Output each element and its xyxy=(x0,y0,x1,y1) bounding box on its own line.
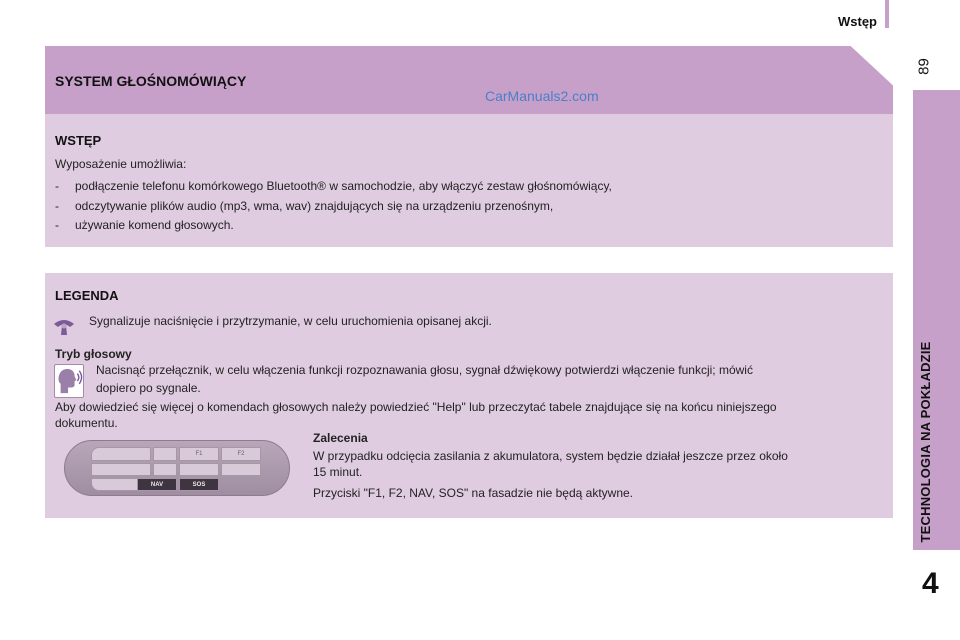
intro-heading: WSTĘP xyxy=(55,133,102,148)
press-hold-text: Sygnalizuje naciśnięcie i przytrzymanie, w celu uruchomienia opisanej akcji. xyxy=(89,314,492,328)
device-button xyxy=(153,463,177,476)
bullet-text: używanie komend głosowych. xyxy=(75,218,234,232)
bullet-dash: - xyxy=(55,218,59,232)
voice-mode-text: Nacisnąć przełącznik, w celu włączenia funkcji rozpoznawania głosu, sygnał dźwiękowy potwierdzi włączenie funkcji; mówić xyxy=(96,363,753,377)
header-rule xyxy=(885,0,889,28)
help-text: Aby dowiedzieć się więcej o komendach głosowych należy powiedzieć "Help" lub przeczytać tabele znajdujące się na końcu niniejszego xyxy=(55,400,777,414)
speaking-head-icon xyxy=(55,365,83,397)
bullet-dash: - xyxy=(55,179,59,193)
nav-button: NAV xyxy=(137,478,177,491)
recommendation-text: 15 minut. xyxy=(313,465,363,479)
chapter-number: 4 xyxy=(922,567,939,600)
chapter-title: TECHNOLOGIA NA POKŁADZIE xyxy=(918,341,933,543)
recommendation-text: W przypadku odcięcia zasilania z akumulatora, system będzie działał jeszcze przez około xyxy=(313,449,788,463)
voice-command-icon xyxy=(54,364,84,398)
bullet-dash: - xyxy=(55,199,59,213)
steering-control-panel xyxy=(64,440,290,496)
recommendation-text: Przyciski "F1, F2, NAV, SOS" na fasadzie nie będą aktywne. xyxy=(313,486,633,500)
intro-lead: Wyposażenie umożliwia: xyxy=(55,157,187,171)
bullet-text: podłączenie telefonu komórkowego Bluetooth® w samochodzie, aby włączyć zestaw głośnomówiący, xyxy=(75,179,612,193)
help-text: dokumentu. xyxy=(55,416,118,430)
page-number: 89 xyxy=(915,58,933,75)
section-title: SYSTEM GŁOŚNOMÓWIĄCY xyxy=(55,73,247,89)
sos-button: SOS xyxy=(179,478,219,491)
device-button xyxy=(91,463,151,476)
f2-button: F2 xyxy=(221,447,261,461)
watermark-link[interactable]: CarManuals2.com xyxy=(485,88,599,104)
chapter-word: Wstęp xyxy=(838,14,877,29)
bullet-text: odczytywanie plików audio (mp3, wma, wav) znajdujących się na urządzeniu przenośnym, xyxy=(75,199,554,213)
voice-mode-text: dopiero po sygnale. xyxy=(96,381,201,395)
device-button xyxy=(91,447,151,461)
device-button xyxy=(221,463,261,476)
f1-button: F1 xyxy=(179,447,219,461)
device-button xyxy=(153,447,177,461)
recommendation-heading: Zalecenia xyxy=(313,431,368,445)
voice-mode-heading: Tryb głosowy xyxy=(55,347,132,361)
device-button xyxy=(179,463,219,476)
press-and-hold-icon xyxy=(52,315,76,337)
legend-heading: LEGENDA xyxy=(55,288,119,303)
